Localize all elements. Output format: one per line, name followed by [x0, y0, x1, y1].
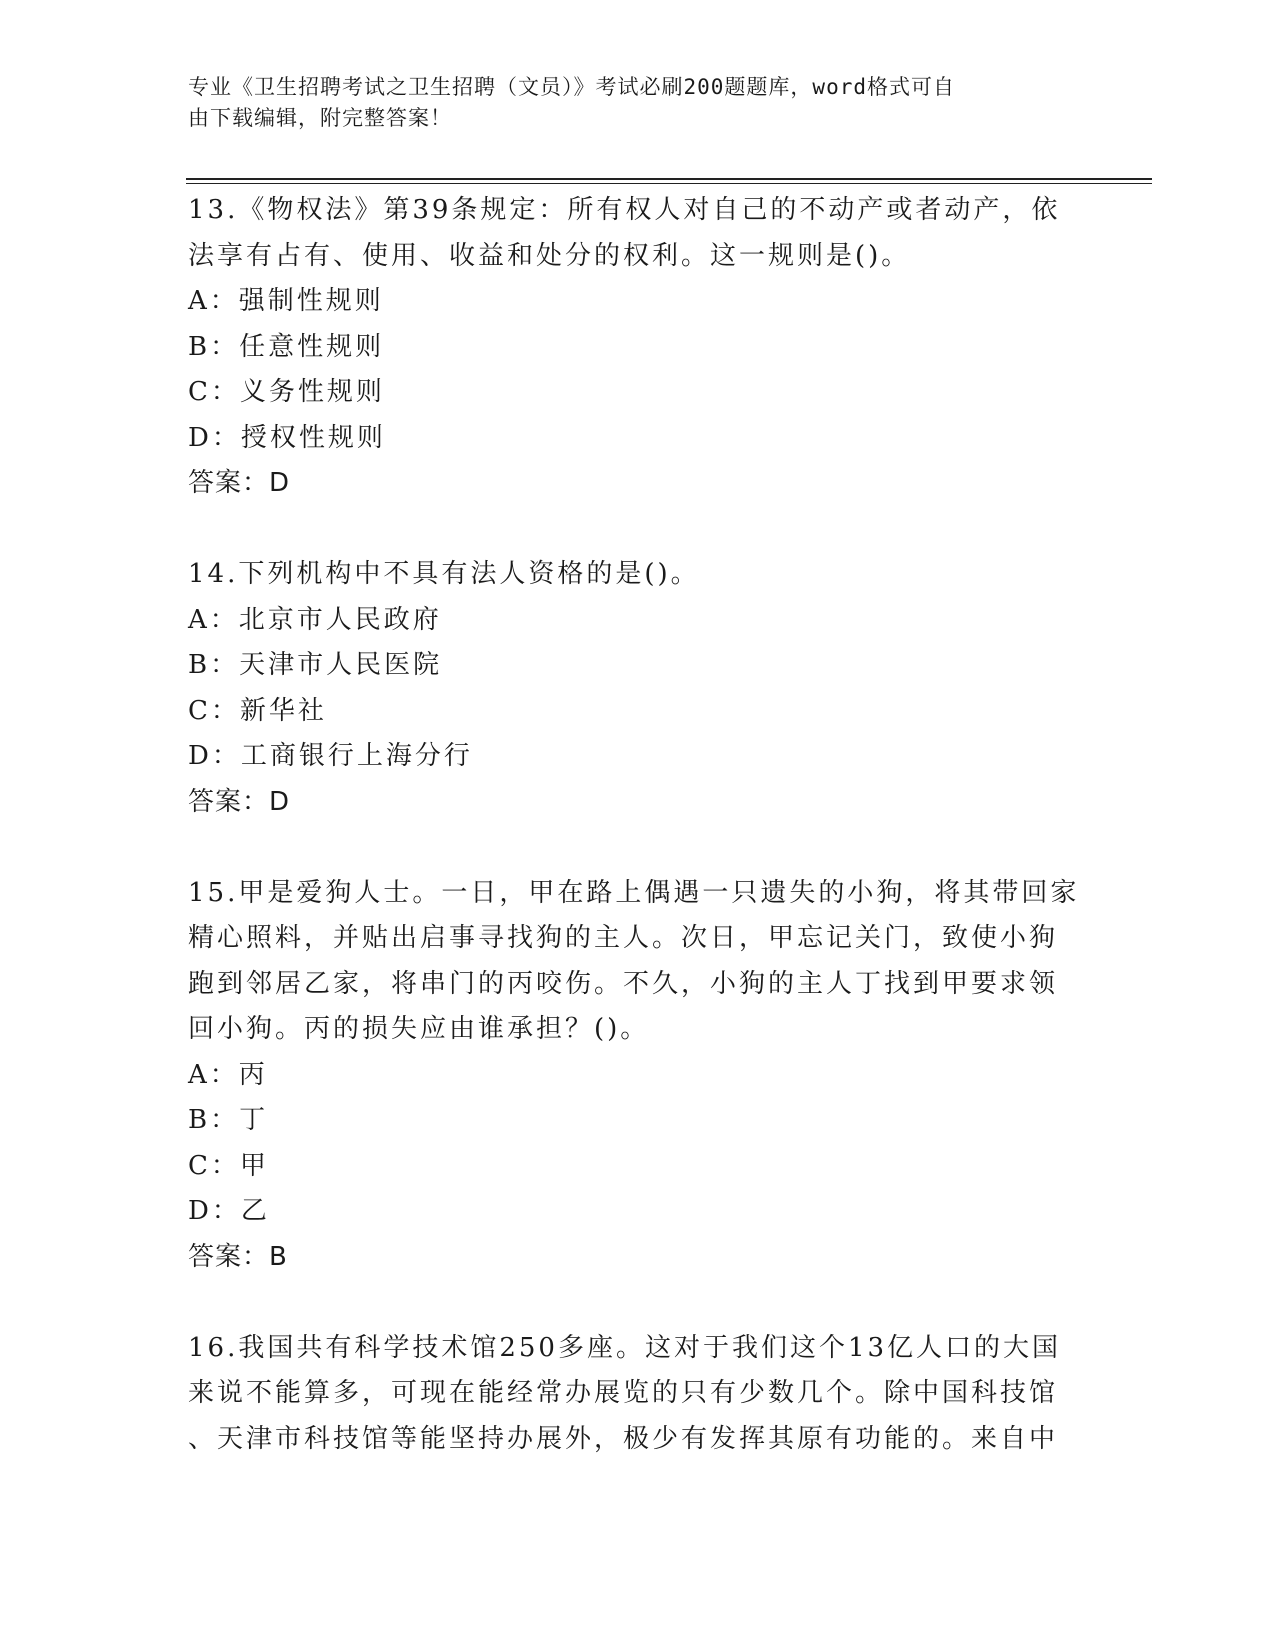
- option-c: C：新华社: [188, 695, 327, 726]
- option-b: B：丁: [188, 1105, 269, 1135]
- option-a: A：丙: [188, 1059, 268, 1090]
- option-d: D：授权性规则: [188, 422, 386, 453]
- question-stem-line: 15.甲是爱狗人士。一日，甲在路上偶遇一只遗失的小狗，将其带回家: [188, 877, 1080, 908]
- option-c: C：义务性规则: [188, 377, 385, 407]
- question-stem-line: 来说不能算多，可现在能经常办展览的只有少数几个。除中国科技馆: [188, 1378, 1059, 1408]
- option-a: A：北京市人民政府: [188, 604, 442, 635]
- question-stem-line: 回小狗。丙的损失应由谁承担？()。: [188, 1014, 650, 1044]
- question-stem-line: 、天津市科技馆等能坚持办展外，极少有发挥其原有功能的。来自中: [188, 1423, 1059, 1454]
- question-stem-line: 法享有占有、使用、收益和处分的权利。这一规则是()。: [188, 240, 911, 271]
- option-d: D：乙: [188, 1196, 270, 1226]
- question-stem-line: 14.下列机构中不具有法人资格的是()。: [188, 559, 700, 589]
- header-divider-thick: [186, 178, 1152, 180]
- question-13: [188, 188, 1088, 507]
- option-d: D：工商银行上海分行: [188, 741, 473, 771]
- option-a: A：强制性规则: [188, 286, 384, 316]
- header-line-2: 由下载编辑，附完整答案！: [188, 106, 452, 130]
- answer: 答案：D: [188, 468, 291, 498]
- option-b: B：任意性规则: [188, 331, 385, 362]
- question-stem-line: 精心照料，并贴出启事寻找狗的主人。次日，甲忘记关门，致使小狗: [188, 923, 1059, 953]
- option-c: C：甲: [188, 1150, 269, 1181]
- header-line-1: 专业《卫生招聘考试之卫生招聘（文员）》考试必刷200题题库，word格式可自: [188, 75, 955, 99]
- question-15: [188, 871, 1088, 1281]
- document-header: [188, 72, 1068, 134]
- option-b: B：天津市人民医院: [188, 650, 443, 680]
- question-stem-line: 13.《物权法》第39条规定：所有权人对自己的不动产或者动产，依: [188, 195, 1061, 225]
- answer: 答案：B: [188, 1241, 288, 1272]
- question-14: [188, 552, 1088, 825]
- question-16: [188, 1326, 1088, 1463]
- question-list: [188, 188, 1088, 1462]
- answer: 答案：D: [188, 786, 291, 817]
- header-divider-thin: [186, 183, 1152, 184]
- question-stem-line: 16.我国共有科学技术馆250多座。这对于我们这个13亿人口的大国: [188, 1332, 1062, 1363]
- question-stem-line: 跑到邻居乙家，将串门的丙咬伤。不久，小狗的主人丁找到甲要求领: [188, 968, 1059, 999]
